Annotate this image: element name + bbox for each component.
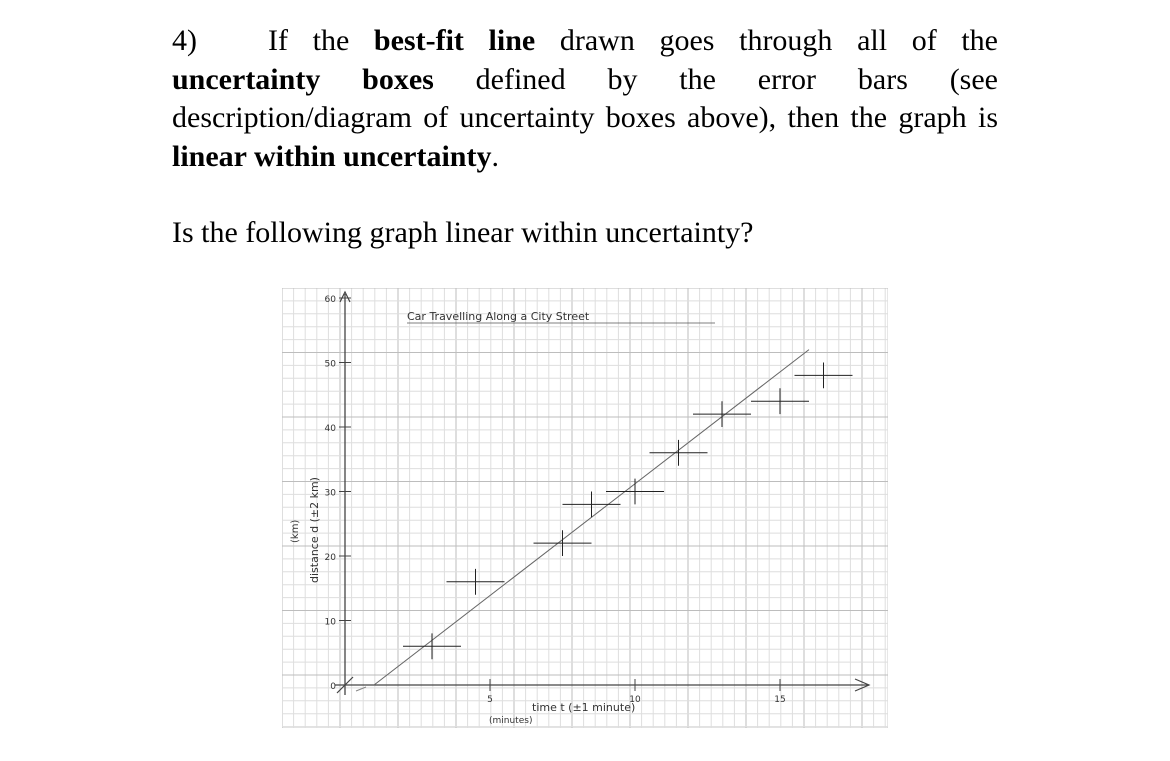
question-text-1: If the bbox=[268, 24, 374, 57]
graph-figure bbox=[282, 288, 888, 728]
y-axis-label: distance d (±2 km) bbox=[308, 477, 321, 583]
y-tick-label: 0 bbox=[330, 682, 336, 692]
term-uncertainty-boxes: uncertainty boxes bbox=[172, 62, 434, 96]
x-axis-unit: (minutes) bbox=[489, 716, 533, 726]
question-text-4: . bbox=[491, 139, 499, 173]
graph-paper-grid bbox=[282, 288, 888, 728]
y-tick-label: 20 bbox=[324, 553, 336, 563]
question-paragraph bbox=[172, 22, 998, 176]
y-tick-label: 10 bbox=[324, 617, 336, 628]
x-axis-label: time t (±1 minute) bbox=[532, 701, 636, 714]
y-tick-label: 60 bbox=[324, 295, 336, 305]
y-tick-label: 30 bbox=[324, 488, 336, 499]
question-number: 4) bbox=[172, 24, 197, 57]
term-best-fit-line: best-fit line bbox=[373, 24, 536, 57]
question-text-3: defined by the error bars (see description/diagram of uncertainty boxes above), then the graph is bbox=[172, 62, 998, 134]
prompt-text: Is the following graph linear within uncertainty? bbox=[172, 216, 754, 249]
x-tick-label: 15 bbox=[774, 695, 786, 705]
y-tick-label: 50 bbox=[324, 359, 336, 370]
y-axis-unit: (km) bbox=[290, 519, 301, 543]
term-linear-within-uncertainty: linear within uncertainty bbox=[172, 139, 492, 173]
chart-title: Car Travelling Along a City Street bbox=[407, 310, 590, 323]
x-tick-label: 5 bbox=[487, 695, 493, 705]
scatter-chart bbox=[282, 288, 888, 728]
x-tick-label: 10 bbox=[629, 695, 641, 705]
question-text-2: drawn goes through all of the bbox=[535, 24, 998, 57]
y-tick-label: 40 bbox=[324, 424, 336, 434]
